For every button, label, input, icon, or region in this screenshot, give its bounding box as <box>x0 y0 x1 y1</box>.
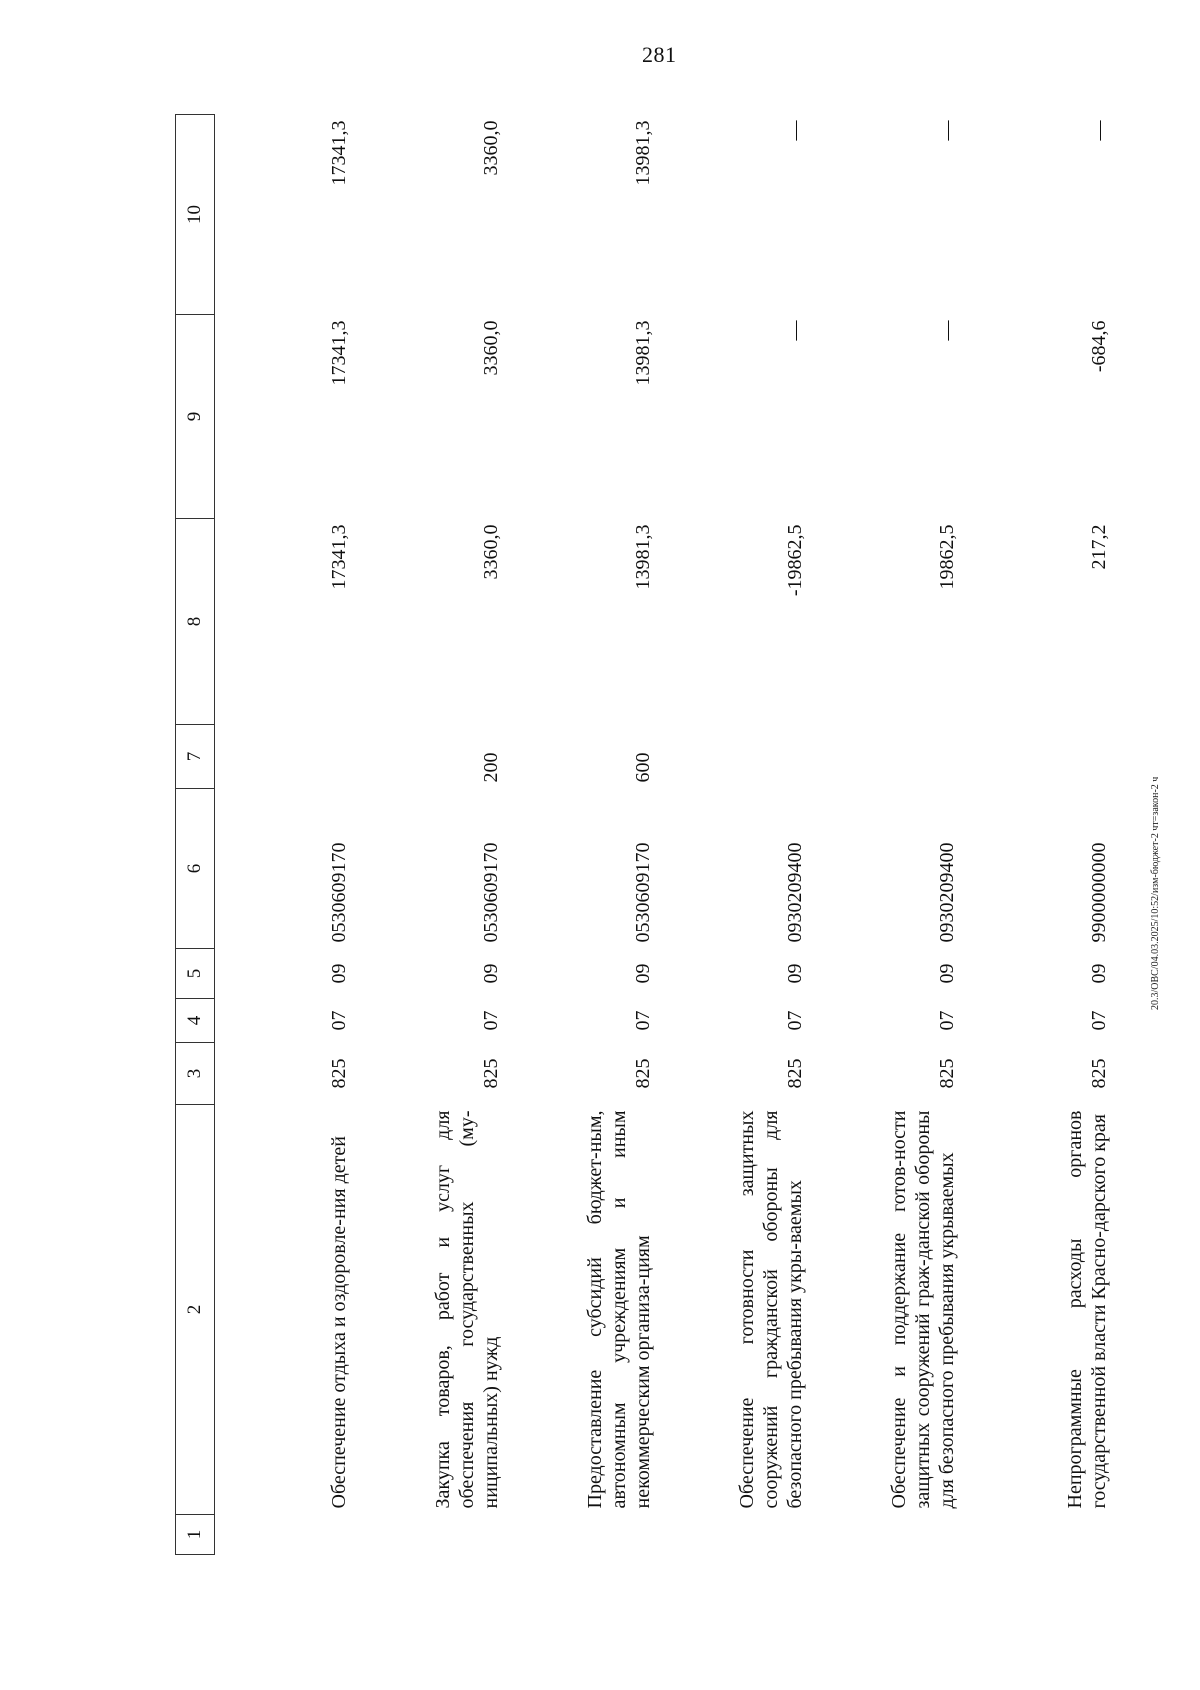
cell-description: Закупка товаров, работ и услуг для обеспечения государственных (му-ниципальных) нужд <box>432 1110 502 1509</box>
cell-amount: -684,6 <box>1088 320 1110 373</box>
table-row <box>367 115 519 1555</box>
cell-rz: 07 <box>784 1010 806 1031</box>
cell-amount: — <box>1088 120 1110 141</box>
cell-ved: 825 <box>1088 1058 1110 1089</box>
cell-ved: 825 <box>480 1058 502 1089</box>
table-row <box>975 115 1127 1555</box>
document-stamp: 20.3/ОВС/04.03.2025/10:52/изм-бюджет-2 чт=закон-2 ч <box>1150 776 1161 1010</box>
cell-amount: 13981,3 <box>632 320 654 386</box>
table-row <box>671 115 823 1555</box>
cell-pr: 09 <box>1088 963 1110 984</box>
column-header: 3 <box>176 1043 215 1105</box>
column-header: 4 <box>176 999 215 1043</box>
cell-description: Обеспечение и поддержание готов-ности защитных сооружений граж-данской обороны для безопасного пребывания укрываемых <box>888 1110 958 1509</box>
cell-csr: 0530609170 <box>632 842 654 943</box>
cell-vr <box>823 725 975 789</box>
rotated-table-container <box>175 115 1110 1555</box>
cell-amount: — <box>784 320 806 341</box>
cell-pr: 09 <box>480 963 502 984</box>
cell-pr: 09 <box>936 963 958 984</box>
cell-amount: -19862,5 <box>784 524 806 597</box>
column-header: 1 <box>176 1515 215 1555</box>
table-row <box>519 115 671 1555</box>
column-header: 6 <box>176 789 215 949</box>
cell-ved: 825 <box>936 1058 958 1089</box>
cell-csr: 0530609170 <box>480 842 502 943</box>
cell-csr: 0930209400 <box>936 842 958 943</box>
table-header-row <box>176 115 215 1555</box>
cell-vr <box>975 725 1127 789</box>
cell-csr: 9900000000 <box>1088 842 1110 943</box>
cell-amount: — <box>936 120 958 141</box>
column-header: 5 <box>176 949 215 999</box>
cell-description: Непрограммные расходы органов государственной власти Красно-дарского края <box>1064 1110 1110 1509</box>
cell-amount: 19862,5 <box>936 524 958 590</box>
cell-pr: 09 <box>328 963 350 984</box>
column-header: 10 <box>176 115 215 315</box>
cell-amount: 3360,0 <box>480 120 502 176</box>
cell-ved: 825 <box>784 1058 806 1089</box>
cell-amount: 17341,3 <box>328 524 350 590</box>
cell-vr <box>215 725 368 789</box>
cell-col1 <box>975 1515 1127 1555</box>
cell-rz: 07 <box>632 1010 654 1031</box>
cell-rz: 07 <box>936 1010 958 1031</box>
cell-amount: 3360,0 <box>480 524 502 580</box>
table-row <box>823 115 975 1555</box>
cell-col1 <box>671 1515 823 1555</box>
cell-rz: 07 <box>1088 1010 1110 1031</box>
cell-vr: 200 <box>480 752 502 783</box>
cell-csr: 0530609170 <box>328 842 350 943</box>
cell-col1 <box>367 1515 519 1555</box>
cell-pr: 09 <box>632 963 654 984</box>
cell-col1 <box>823 1515 975 1555</box>
page-number: 281 <box>642 42 677 67</box>
cell-description: Обеспечение отдыха и оздоровле-ния детей <box>328 1136 350 1509</box>
cell-pr: 09 <box>784 963 806 984</box>
column-header: 2 <box>176 1105 215 1515</box>
cell-rz: 07 <box>480 1010 502 1031</box>
cell-ved: 825 <box>632 1058 654 1089</box>
cell-ved: 825 <box>328 1058 350 1089</box>
cell-amount: — <box>936 320 958 341</box>
cell-amount: 3360,0 <box>480 320 502 376</box>
cell-description: Предоставление субсидий бюджет-ным, автономным учреждениям и иным некоммерческим организа-циям <box>584 1110 654 1509</box>
cell-amount: 17341,3 <box>328 120 350 186</box>
cell-col1 <box>519 1515 671 1555</box>
cell-amount: 17341,3 <box>328 320 350 386</box>
table-row <box>215 115 368 1555</box>
column-header: 9 <box>176 315 215 519</box>
cell-rz: 07 <box>328 1010 350 1031</box>
budget-table <box>175 114 1127 1555</box>
cell-amount: 13981,3 <box>632 524 654 590</box>
cell-amount: 217,2 <box>1088 524 1110 570</box>
cell-description: Обеспечение готовности защитных сооружений гражданской обороны для безопасного пребывания укры-ваемых <box>736 1110 806 1509</box>
cell-amount: — <box>784 120 806 141</box>
cell-amount: 13981,3 <box>632 120 654 186</box>
column-header: 7 <box>176 725 215 789</box>
cell-csr: 0930209400 <box>784 842 806 943</box>
cell-vr: 600 <box>632 752 654 783</box>
column-header: 8 <box>176 519 215 725</box>
cell-vr <box>671 725 823 789</box>
cell-col1 <box>215 1515 368 1555</box>
